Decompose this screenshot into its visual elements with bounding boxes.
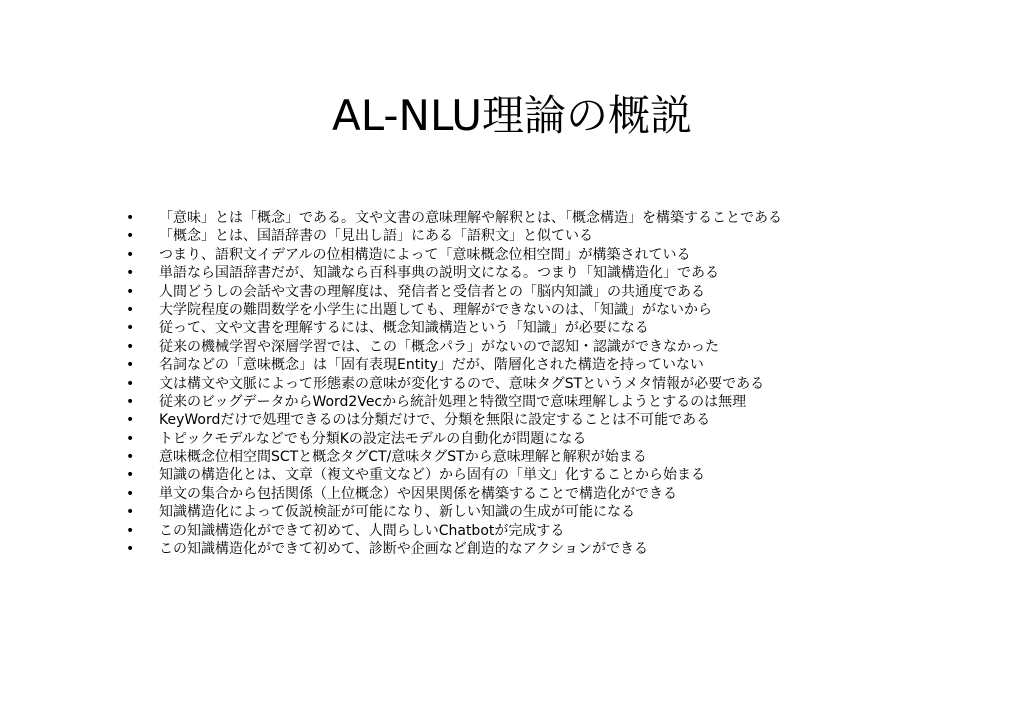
bullet-text: 文は構文や文脈によって形態素の意味が変化するので、意味タグSTというメタ情報が必要である (159, 375, 765, 392)
bullet-dot-icon: • (126, 320, 135, 337)
bullet-item (126, 411, 986, 429)
bullet-dot-icon: • (126, 210, 135, 226)
bullet-item (126, 356, 986, 374)
bullet-dot-icon: • (126, 449, 135, 466)
bullet-list (126, 209, 986, 558)
bullet-text: この知識構造化ができて初めて、診断や企画など創造的なアクションができる (159, 541, 649, 558)
bullet-dot-icon: • (126, 541, 135, 558)
bullet-dot-icon: • (126, 283, 135, 300)
bullet-item (126, 540, 986, 558)
bullet-text: 名詞などの「意味概念」は「固有表現Entity」だが、階層化された構造を持っていない (159, 357, 704, 374)
bullet-text: 従って、文や文書を理解するには、概念知識構造という「知識」が必要になる (159, 320, 649, 337)
bullet-item (126, 485, 986, 503)
bullet-dot-icon: • (126, 504, 135, 521)
bullet-text: 単文の集合から包括関係（上位概念）や因果関係を構築することで構造化ができる (159, 485, 677, 502)
bullet-text: 意味概念位相空間SCTと概念タグCT/意味タグSTから意味理解と解釈が始まる (159, 449, 647, 466)
bullet-item (126, 301, 986, 319)
bullet-text: 単語なら国語辞書だが、知識なら百科事典の説明文になる。つまり「知識構造化」である (159, 265, 719, 282)
bullet-text: 大学院程度の難問数学を小学生に出題しても、理解ができないのは、「知識」がないから (159, 301, 712, 318)
bullet-text: 知識構造化によって仮説検証が可能になり、新しい知識の生成が可能になる (159, 504, 635, 521)
bullet-dot-icon: • (126, 338, 135, 355)
bullet-text: KeyWordだけで処理できるのは分類だけで、分類を無限に設定することは不可能である (159, 412, 711, 429)
bullet-text: トピックモデルなどでも分類Kの設定法モデルの自動化が問題になる (159, 430, 587, 447)
bullet-dot-icon: • (126, 412, 135, 429)
bullet-item (126, 503, 986, 521)
bullet-dot-icon: • (126, 430, 135, 447)
bullet-item (126, 375, 986, 393)
bullet-item (126, 283, 986, 301)
slide-title: AL-NLU理論の概説 (331, 91, 692, 140)
bullet-text: 従来の機械学習や深層学習では、この「概念パラ」がないので認知・認識ができなかった (159, 338, 719, 355)
bullet-dot-icon: • (126, 246, 135, 263)
bullet-dot-icon: • (126, 375, 135, 392)
bullet-dot-icon: • (126, 228, 135, 245)
bullet-item (126, 338, 986, 356)
bullet-item (126, 319, 986, 337)
bullet-text: 「概念」とは、国語辞書の「見出し語」にある「語釈文」と似ている (159, 228, 593, 245)
bullet-item (126, 430, 986, 448)
bullet-item (126, 209, 986, 227)
bullet-text: 知識の構造化とは、文章（複文や重文など）から固有の「単文」化することから始まる (159, 467, 705, 484)
bullet-text: つまり、語釈文イデアルの位相構造によって「意味概念位相空間」が構築されている (159, 246, 691, 263)
bullet-dot-icon: • (126, 485, 135, 502)
bullet-item (126, 393, 986, 411)
bullet-item (126, 448, 986, 466)
bullet-text: 「意味」とは「概念」である。文や文書の意味理解や解釈とは、「概念構造」を構築することである (159, 210, 782, 226)
bullet-dot-icon: • (126, 265, 135, 282)
bullet-item (126, 246, 986, 264)
bullet-text: 人間どうしの会話や文書の理解度は、発信者と受信者との「脳内知識」の共通度である (159, 283, 705, 300)
bullet-item (126, 522, 986, 540)
bullet-item (126, 227, 986, 245)
bullet-item (126, 264, 986, 282)
bullet-dot-icon: • (126, 522, 135, 539)
bullet-dot-icon: • (126, 301, 135, 318)
bullet-item (126, 466, 986, 484)
bullet-dot-icon: • (126, 357, 135, 374)
bullet-text: この知識構造化ができて初めて、人間らしいChatbotが完成する (159, 522, 565, 539)
bullet-dot-icon: • (126, 393, 135, 410)
bullet-dot-icon: • (126, 467, 135, 484)
bullet-text: 従来のビッグデータからWord2Vecから統計処理と特徴空間で意味理解しようとするのは無理 (159, 393, 747, 410)
